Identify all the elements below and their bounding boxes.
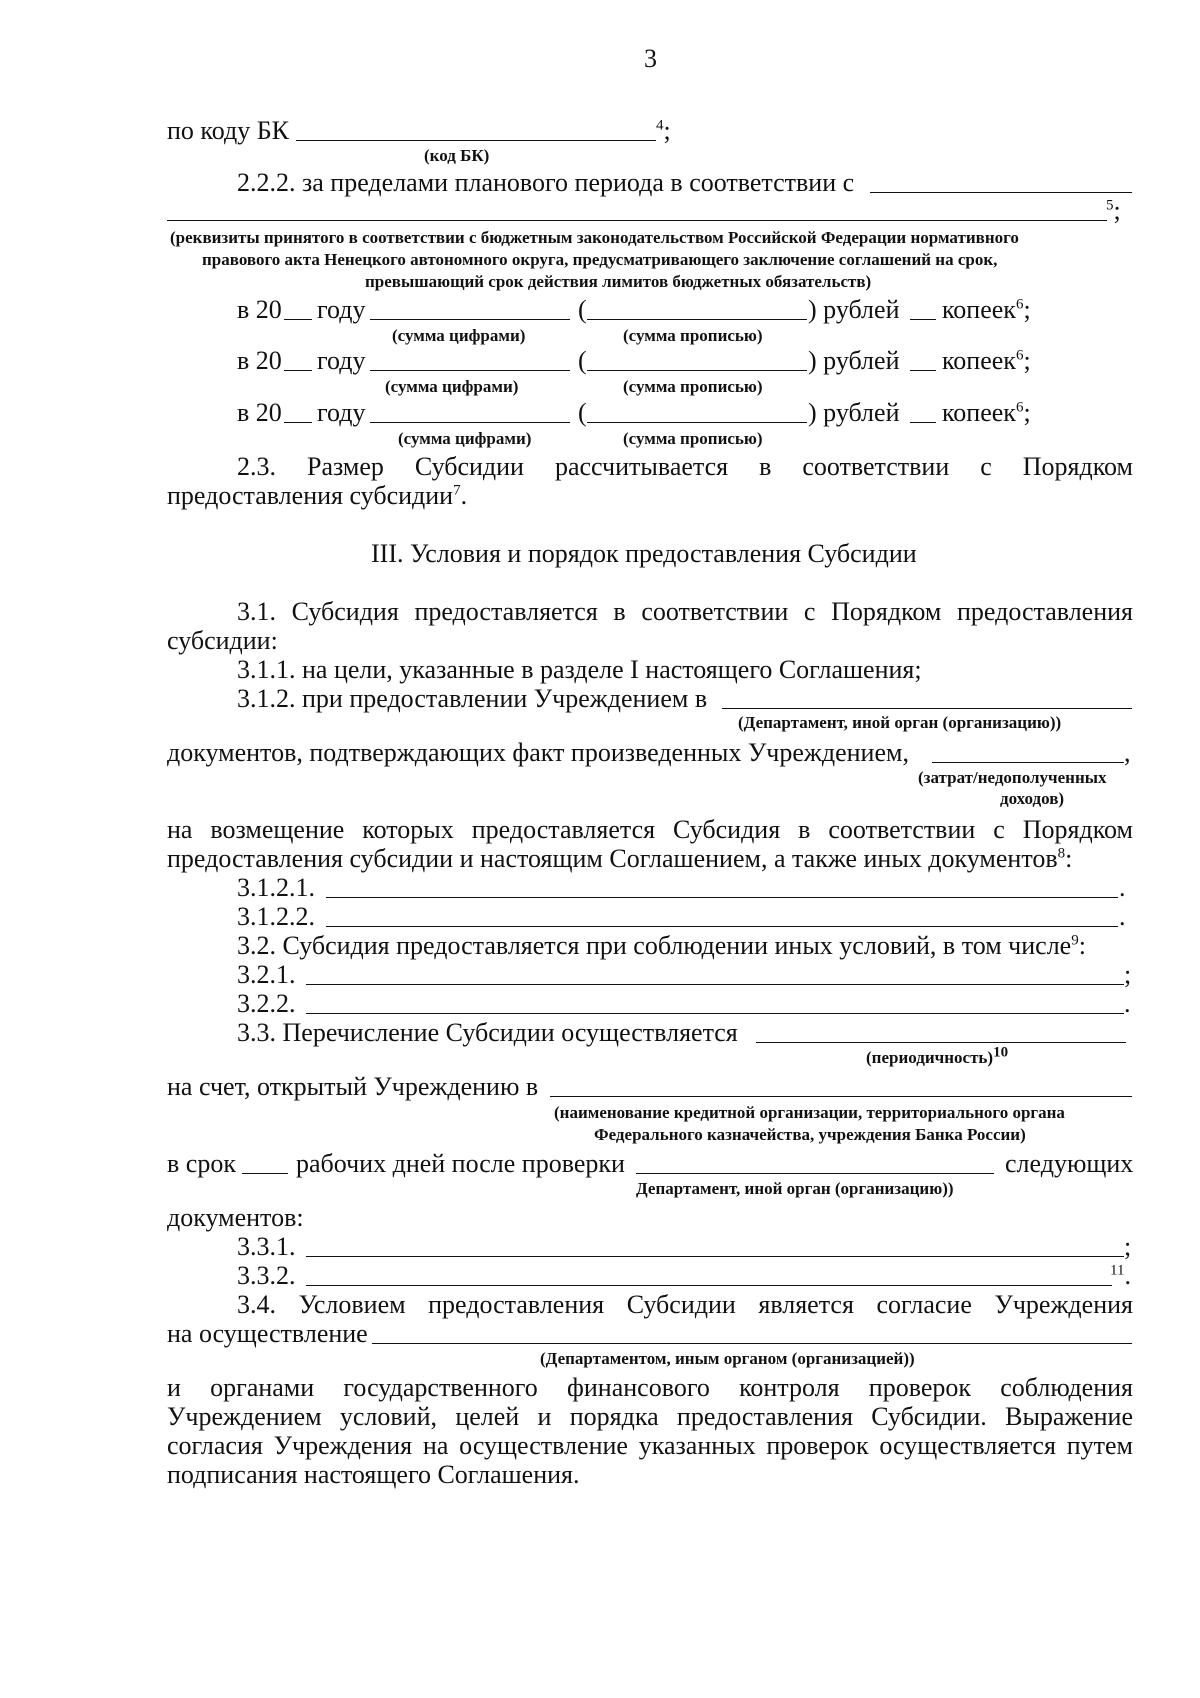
sum-digits-field[interactable] [370, 422, 570, 423]
sum-words-field[interactable] [587, 319, 807, 320]
docs-caption-1: (затрат/недополученных [918, 768, 1107, 787]
deadline-start: в срок [167, 1149, 236, 1178]
p3122-label: 3.1.2.2. [237, 902, 315, 931]
p3122-field[interactable] [326, 926, 1118, 927]
cap-words: (сумма прописью) [623, 377, 763, 396]
sum-digits-field[interactable] [370, 370, 570, 371]
p23-line2: предоставления субсидии$^7$. [167, 481, 468, 510]
reimb-line2: предоставления субсидии и настоящим Соглашением, а также иных документов$^8$: [167, 844, 1073, 873]
rubles-word: ) рублей [808, 398, 900, 427]
p322-field[interactable] [306, 1013, 1124, 1014]
final-line-3: согласия Учреждения на осуществление указанных проверок осуществляется путем [167, 1431, 1133, 1460]
p34-line1: 3.4. Условием предоставления Субсидии является согласие Учреждения [237, 1290, 1133, 1319]
year-prefix: в 20 [237, 398, 282, 427]
p3121-label: 3.1.2.1. [237, 873, 315, 902]
year-prefix: в 20 [237, 346, 282, 375]
cap-words: (сумма прописью) [623, 326, 763, 345]
p33-text: 3.3. Перечисление Субсидии осуществляется [237, 1018, 738, 1047]
p321-end: ; [1124, 960, 1132, 989]
deadline-authority-field[interactable] [636, 1173, 994, 1174]
open-paren: ( [578, 295, 587, 324]
docs-line-text: документов, подтверждающих факт произведенных Учреждением, [167, 738, 909, 767]
p312-field[interactable] [722, 708, 1132, 709]
final-line-4: подписания настоящего Соглашения. [167, 1460, 580, 1489]
p322-label: 3.2.2. [237, 989, 296, 1018]
p33-periodicity-field[interactable] [756, 1042, 1126, 1043]
account-field[interactable] [550, 1096, 1132, 1097]
p311: 3.1.1. на цели, указанные в разделе I настоящего Соглашения; [237, 655, 922, 684]
year-field[interactable] [284, 370, 312, 371]
year-word: году [317, 398, 366, 427]
bk-label: по коду БК [167, 116, 289, 145]
kopeks-field[interactable] [910, 370, 936, 371]
p3121-end: . [1119, 873, 1126, 902]
account-text: на счет, открытый Учреждению в [167, 1072, 539, 1101]
p322-end: . [1124, 989, 1131, 1018]
p331-field[interactable] [306, 1256, 1124, 1257]
rubles-word: ) рублей [808, 346, 900, 375]
cap-digits: (сумма цифрами) [398, 429, 532, 448]
open-paren: ( [578, 346, 587, 375]
section3-title: III. Условия и порядок предоставления Субсидии [371, 539, 917, 568]
open-paren: ( [578, 398, 587, 427]
deadline-caption: Департамент, иной орган (организацию)) [636, 1179, 954, 1198]
p321-label: 3.2.1. [237, 960, 296, 989]
kopeks-field[interactable] [910, 319, 936, 320]
p222-text: 2.2.2. за пределами планового периода в соответствии с [237, 168, 855, 197]
p332-end: $^{11}$. [1110, 1261, 1131, 1290]
cap-words: (сумма прописью) [623, 429, 763, 448]
p331-end: ; [1124, 1232, 1132, 1261]
account-caption-1: (наименование кредитной организации, территориального органа [554, 1103, 1065, 1122]
year-field[interactable] [284, 422, 312, 423]
docs-line-end: , [1124, 738, 1131, 767]
p31-line2: субсидии: [167, 626, 278, 655]
deadline-end: следующих [1005, 1149, 1134, 1178]
p222-caption-3: превышающий срок действия лимитов бюджетных обязательств) [365, 272, 872, 291]
sum-words-field[interactable] [587, 422, 807, 423]
cap-digits: (сумма цифрами) [385, 377, 519, 396]
kopeks-word: копеек$^6$; [942, 398, 1031, 427]
p34-caption: (Департаментом, иным органом (организацией)) [540, 1349, 915, 1368]
p222-footnote-end: $^5$; [1106, 196, 1121, 225]
p312-text: 3.1.2. при предоставлении Учреждением в [237, 684, 708, 713]
p312-caption: (Департамент, иной орган (организацию)) [738, 713, 1062, 732]
rubles-word: ) рублей [808, 295, 900, 324]
kopeks-word: копеек$^6$; [942, 295, 1031, 324]
p34-field[interactable] [372, 1343, 1132, 1344]
account-caption-2: Федерального казначейства, учреждения Банка России) [594, 1125, 1026, 1144]
year-prefix: в 20 [237, 295, 282, 324]
year-word: году [317, 346, 366, 375]
year-word: году [317, 295, 366, 324]
reimb-line1: на возмещение которых предоставляется Субсидия в соответствии с Порядком [167, 815, 1133, 844]
kopeks-word: копеек$^6$; [942, 346, 1031, 375]
p23-line1: 2.3. Размер Субсидии рассчитывается в соответствии с Порядком [237, 452, 1133, 481]
p321-field[interactable] [306, 984, 1124, 985]
final-line-1: и органами государственного финансового контроля проверок соблюдения [167, 1373, 1133, 1402]
final-line-2: Учреждением условий, целей и порядка предоставления Субсидии. Выражение [167, 1402, 1133, 1431]
bk-footnote-end: $^4$; [656, 116, 671, 145]
docs-line-field[interactable] [932, 762, 1124, 763]
deadline-middle: рабочих дней после проверки [296, 1149, 625, 1178]
p33-caption: (периодичность)$^{10}$ [866, 1044, 1009, 1067]
cap-digits: (сумма цифрами) [392, 326, 526, 345]
deadline-days-field[interactable] [242, 1173, 288, 1174]
p32: 3.2. Субсидия предоставляется при соблюдении иных условий, в том числе$^9$: [237, 931, 1086, 960]
docs-caption-2: доходов) [1000, 789, 1065, 808]
sum-digits-field[interactable] [370, 319, 570, 320]
p222-field-1[interactable] [870, 192, 1132, 193]
p222-caption-2: правового акта Ненецкого автономного округа, предусматривающего заключение соглашений на срок, [202, 250, 998, 269]
p222-field-2[interactable] [167, 220, 1107, 221]
year-field[interactable] [284, 319, 312, 320]
p31-line1: 3.1. Субсидия предоставляется в соответствии с Порядком предоставления [237, 597, 1133, 626]
p332-label: 3.3.2. [237, 1261, 296, 1290]
sum-words-field[interactable] [587, 370, 807, 371]
p3121-field[interactable] [326, 897, 1118, 898]
documents-word: документов: [167, 1203, 304, 1232]
kopeks-field[interactable] [910, 422, 936, 423]
p222-caption-1: (реквизиты принятого в соответствии с бюджетным законодательством Российской Федерации нормативного [170, 228, 1019, 247]
p34-line2: на осуществление [167, 1319, 368, 1348]
p3122-end: . [1119, 902, 1126, 931]
page-number: 3 [644, 44, 657, 73]
bk-code-field[interactable] [296, 140, 656, 141]
bk-caption: (код БК) [424, 146, 490, 165]
p331-label: 3.3.1. [237, 1232, 296, 1261]
p332-field[interactable] [306, 1285, 1112, 1286]
